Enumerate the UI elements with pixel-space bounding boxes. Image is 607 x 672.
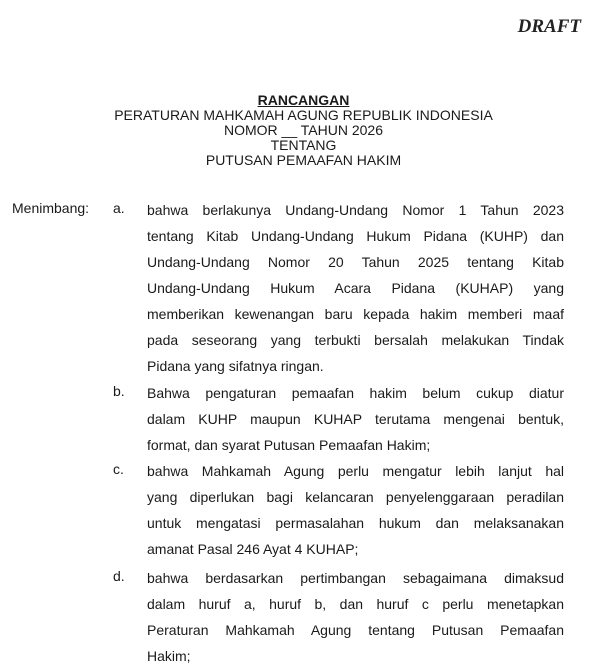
text-line: amanat Pasal 246 Ayat 4 KUHAP; — [147, 541, 359, 557]
item-text — [147, 568, 564, 672]
draft-watermark: DRAFT — [517, 16, 581, 37]
text-line: yang diperlukan bagi kelancaran penyelenggaraan peradilan — [147, 489, 564, 505]
text-line: format, dan syarat Putusan Pemaafan Hakim; — [147, 437, 431, 453]
item-text — [147, 461, 564, 565]
text-line: Peraturan Mahkamah Agung tentang Putusan Pemaafan — [147, 622, 564, 638]
text-line: Bahwa pengaturan pemaafan hakim belum cukup diatur — [147, 385, 564, 401]
text-line: pada seseorang yang terbukti bersalah melakukan Tindak — [147, 332, 564, 348]
regulation-number: NOMOR __ TAHUN 2026 — [224, 122, 383, 138]
text-line: Hakim; — [147, 648, 191, 664]
consideration-label: Menimbang: — [12, 200, 90, 216]
text-line: bahwa Mahkamah Agung perlu mengatur lebih lanjut hal — [147, 463, 564, 479]
item-text — [147, 383, 564, 461]
item-text — [147, 200, 564, 382]
document-title: RANCANGAN — [257, 92, 350, 108]
regulation-name: PERATURAN MAHKAMAH AGUNG REPUBLIK INDONESIA — [114, 107, 493, 123]
text-line: Undang-Undang Nomor 20 Tahun 2025 tentang Kitab — [147, 254, 564, 270]
text-line: dalam huruf a, huruf b, dan huruf c perlu menetapkan — [147, 596, 564, 612]
item-letter: d. — [113, 568, 125, 584]
item-letter: b. — [113, 383, 125, 399]
item-letter: a. — [113, 200, 125, 216]
text-line: tentang Kitab Undang-Undang Hukum Pidana (KUHP) dan — [147, 228, 564, 244]
regulation-about: TENTANG — [270, 137, 337, 153]
text-line: untuk mengatasi permasalahan hukum dan melaksanakan — [147, 515, 564, 531]
text-line: Pidana yang sifatnya ringan. — [147, 358, 324, 374]
text-line: bahwa berdasarkan pertimbangan sebagaimana dimaksud — [147, 570, 564, 586]
text-line: Undang-Undang Hukum Acara Pidana (KUHAP) yang — [147, 280, 564, 296]
document-header — [0, 93, 607, 168]
regulation-subject: PUTUSAN PEMAAFAN HAKIM — [205, 152, 402, 168]
text-line: memberikan kewenangan baru kepada hakim memberi maaf — [147, 306, 564, 322]
text-line: dalam KUHP maupun KUHAP terutama mengenai bentuk, — [147, 411, 564, 427]
text-line: bahwa berlakunya Undang-Undang Nomor 1 Tahun 2023 — [147, 202, 564, 218]
item-letter: c. — [113, 461, 124, 477]
